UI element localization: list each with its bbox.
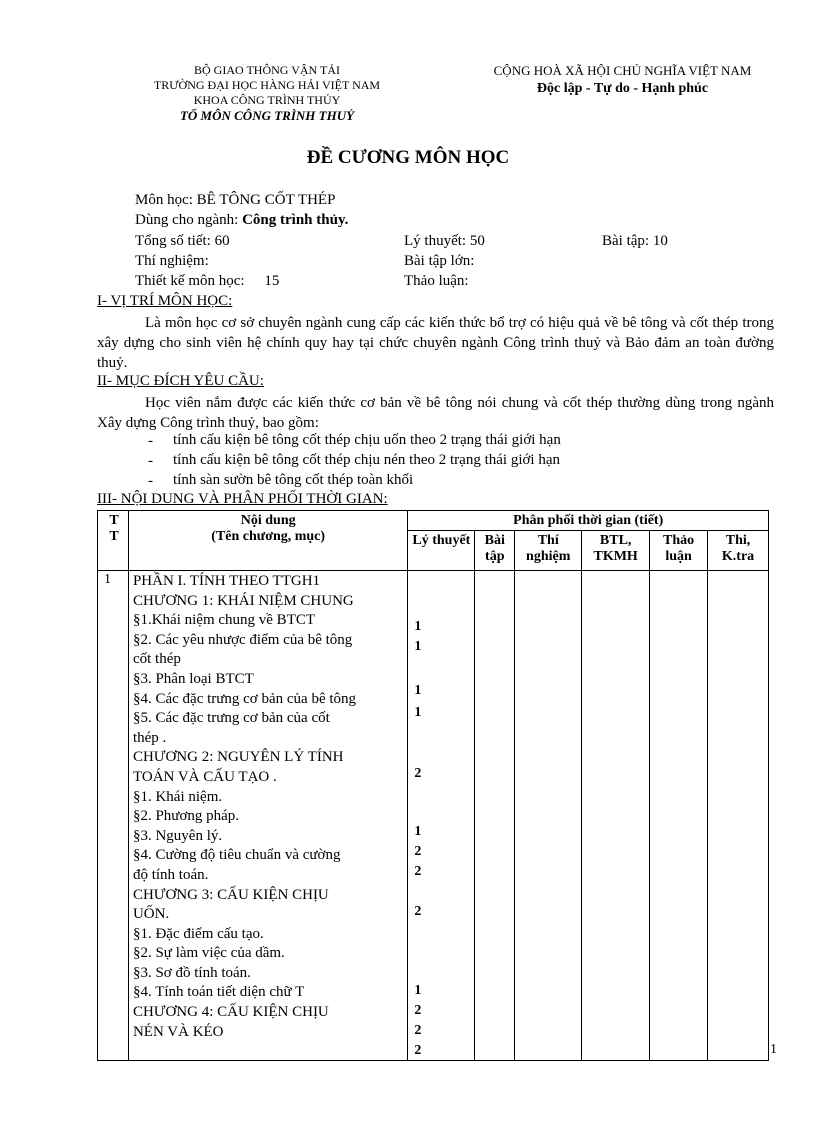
content-line: độ tính toán. xyxy=(132,866,209,883)
theory-hour-value: 1 xyxy=(414,683,422,698)
content-line: §3. Nguyên lý. xyxy=(132,827,223,844)
content-line: §4. Tính toán tiết diện chữ T xyxy=(132,984,305,1001)
department-name: TỔ MÔN CÔNG TRÌNH THUỶ xyxy=(179,108,355,123)
major-label: Dùng cho ngành: xyxy=(135,212,239,228)
theory-hour-value: 1 xyxy=(414,983,422,998)
content-line: §1.Khái niệm chung về BTCT xyxy=(132,612,316,629)
country-motto: Độc lập - Tự do - Hạnh phúc xyxy=(536,81,709,96)
section3-heading: III- NỘI DUNG VÀ PHÂN PHỐI THỜI GIAN: xyxy=(97,491,388,507)
content-line: PHẦN I. TÍNH THEO TTGH1 xyxy=(132,573,321,589)
bullet-marker: - xyxy=(148,473,153,489)
country-title: CỘNG HOÀ XÃ HỘI CHỦ NGHĨA VIỆT NAM xyxy=(493,63,752,78)
experiment-hours: Thí nghiệm: xyxy=(135,253,209,269)
content-line: §1. Đặc điểm cấu tạo. xyxy=(132,925,264,942)
theory-hour-value: 2 xyxy=(414,864,422,879)
ministry-name: BỘ GIAO THÔNG VẬN TẢI xyxy=(194,63,340,77)
section1-heading: I- VỊ TRÍ MÔN HỌC: xyxy=(97,293,233,309)
col-header-content: Nội dung (Tên chương, mục) xyxy=(128,511,407,571)
content-line: §1. Khái niệm. xyxy=(132,788,223,805)
section1-text: Là môn học cơ sở chuyên ngành cung cấp các kiến thức bổ trợ có hiệu quả về bê tông và cốt thép trong xây dựng cho sinh viên hệ chính quy hay tại chức chuyên ngành Công trình thuỷ và Bảo đảm an toàn đường thuỷ. xyxy=(97,315,774,371)
design-label: Thiết kế môn học: xyxy=(135,273,245,289)
bullet-item-3: tính sàn sườn bê tông cốt thép toàn khối xyxy=(173,472,414,488)
content-line: NÉN VÀ KÉO xyxy=(132,1023,224,1040)
content-line: §3. Sơ đồ tính toán. xyxy=(132,964,251,981)
content-line: UỐN. xyxy=(132,906,170,923)
exam-cell xyxy=(708,571,769,1061)
theory-hour-value: 1 xyxy=(414,705,422,720)
theory-hour-value: 2 xyxy=(414,766,422,781)
content-line: CHƯƠNG 1: KHÁI NIỆM CHUNG xyxy=(132,592,354,609)
university-name: TRƯỜNG ĐẠI HỌC HÀNG HẢI VIỆT NAM xyxy=(153,78,381,92)
theory-hours: Lý thuyết: 50 xyxy=(404,233,485,249)
content-line: CHƯƠNG 4: CẤU KIỆN CHỊU xyxy=(132,1004,329,1021)
bullet-item-1: tính cấu kiện bê tông cốt thép chịu uốn theo 2 trạng thái giới hạn xyxy=(173,432,561,448)
theory-hour-value: 2 xyxy=(414,1043,422,1058)
content-line: cốt thép xyxy=(132,651,181,668)
exercise-cell xyxy=(475,571,515,1061)
btl-cell xyxy=(582,571,650,1061)
theory-cell xyxy=(408,571,475,1061)
design-value: 15 xyxy=(264,273,280,289)
bullet-item-2: tính cấu kiện bê tông cốt thép chịu nén theo 2 trạng thái giới hạn xyxy=(173,452,560,468)
section2-text: Học viên nắm được các kiến thức cơ bản về bê tông nói chung và cốt thép thường dùng trong ngành Xây dựng Công trình thuỷ, bao gồm: xyxy=(97,395,774,431)
col-header-exam: Thi, K.tra xyxy=(708,531,769,571)
schedule-table xyxy=(97,510,769,1061)
section2-heading: II- MỤC ĐÍCH YÊU CẦU: xyxy=(97,373,264,389)
col-header-theory: Lý thuyết xyxy=(408,531,475,571)
theory-hour-value: 2 xyxy=(414,1003,422,1018)
big-exercise-hours: Bài tập lớn: xyxy=(404,253,475,269)
col-header-group: Phân phối thời gian (tiết) xyxy=(408,511,769,531)
exercise-hours: Bài tập: 10 xyxy=(602,233,668,249)
bullet-marker: - xyxy=(148,433,153,449)
total-hours: Tổng số tiết: 60 xyxy=(135,233,230,249)
bullet-marker: - xyxy=(148,453,153,469)
theory-hour-value: 1 xyxy=(414,619,422,634)
experiment-cell xyxy=(515,571,582,1061)
theory-hour-value: 2 xyxy=(414,904,422,919)
col-header-experiment: Thí nghiệm xyxy=(515,531,582,571)
theory-hour-value: 1 xyxy=(414,824,422,839)
col-header-exercise: Bài tập xyxy=(475,531,515,571)
content-line: §4. Cường độ tiêu chuẩn và cường xyxy=(132,847,341,864)
content-line: §4. Các đặc trưng cơ bản của bê tông xyxy=(132,690,357,707)
content-line: thép . xyxy=(132,729,167,746)
content-line: CHƯƠNG 3: CẤU KIỆN CHỊU xyxy=(132,886,329,903)
faculty-name: KHOA CÔNG TRÌNH THỦY xyxy=(193,93,341,107)
row-tt: 1 xyxy=(98,571,129,1061)
content-cell xyxy=(128,571,407,1061)
page-number: 1 xyxy=(770,1042,777,1057)
content-line: CHƯƠNG 2: NGUYÊN LÝ TÍNH xyxy=(132,749,344,766)
content-line: §2. Phương pháp. xyxy=(132,808,240,825)
theory-hour-value: 2 xyxy=(414,844,422,859)
theory-hour-value: 1 xyxy=(414,639,422,654)
content-line: §5. Các đặc trưng cơ bản của cốt xyxy=(132,710,330,727)
content-line: §3. Phân loại BTCT xyxy=(132,670,254,687)
content-line: §2. Sự làm việc của dầm. xyxy=(132,945,285,962)
col-header-discussion: Thảo luận xyxy=(650,531,708,571)
course-value: BÊ TÔNG CỐT THÉP xyxy=(196,192,336,208)
course-label: Môn học: xyxy=(135,192,193,208)
page-title: ĐỀ CƯƠNG MÔN HỌC xyxy=(306,147,510,168)
discussion-hours: Thảo luận: xyxy=(404,273,469,289)
theory-hour-value: 2 xyxy=(414,1023,422,1038)
discussion-cell xyxy=(650,571,708,1061)
col-header-tt: T T xyxy=(98,511,129,571)
content-line: TOÁN VÀ CẤU TẠO . xyxy=(132,768,277,785)
content-line: §2. Các yêu nhược điểm của bê tông xyxy=(132,631,353,648)
major-value: Công trình thủy. xyxy=(242,212,349,228)
col-header-btl: BTL, TKMH xyxy=(582,531,650,571)
